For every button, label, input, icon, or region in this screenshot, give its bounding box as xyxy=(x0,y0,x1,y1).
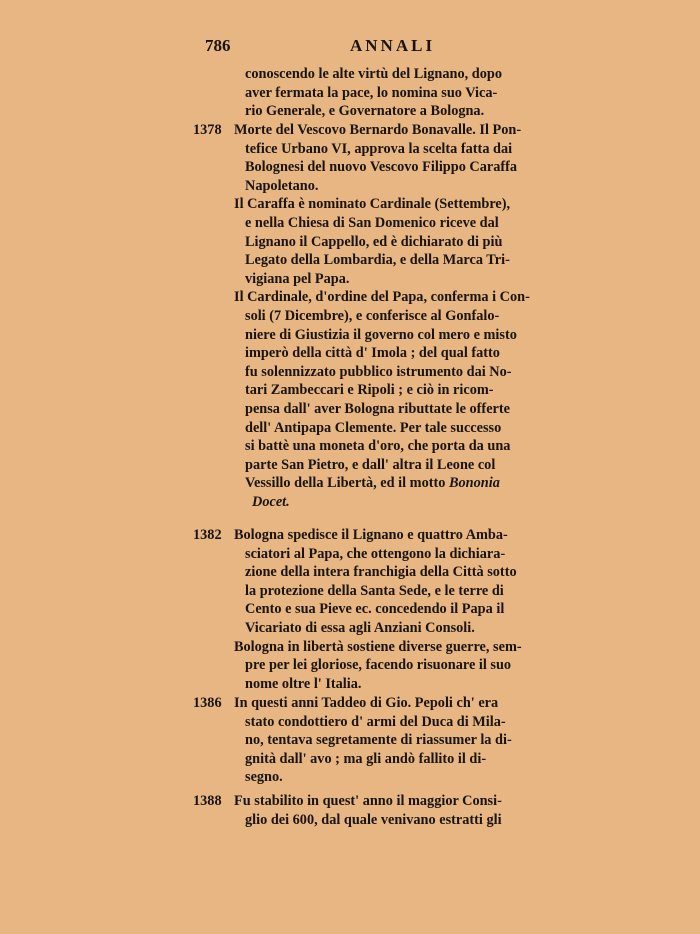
year-label: 1382 xyxy=(193,527,222,543)
year-label: 1378 xyxy=(193,122,222,138)
year-label: 1386 xyxy=(193,695,222,711)
running-title: ANNALI xyxy=(350,36,436,55)
book-page: 786 ANNALI conoscendo le alte virtù del Lignano, dopo aver fermata la pace, lo nomina suo Vica- rio Generale, e Governatore a Bologna. 1378 Morte del Vescovo Bernardo Bonavalle. Il Pon- tefice Urbano VI, approva la scelta fatta dai Bolognesi del nuovo Vescovo Filippo Caraffa Napoletano. Il Caraffa è nominato Cardinale (Settembre), e nella Chiesa di San Domenico riceve dal Lignano il Cappello, ed è dichiarato di più Legato della Lombardia, e della Marca Tri- vigiana pel Papa. Il Cardinale, d'ordine del Papa, conferma i Con- soli (7 Dicembre), e conferisce al Gonfalo- niere di Giustizia il governo col mero e misto imperò della città d' Imola ; del qual fatto fu solennizzato pubblico istrumento dai No- tari Zambeccari e Ripoli ; e ciò in ricom- pensa dall' aver Bologna ributtate le offerte dell' Antipapa Clemente. Per tale successo si battè una moneta d'oro, che porta da una parte San Pietro, e dall' altra il Leone col Vessillo della Libertà, ed il motto Bononia Docet. 1382 Bologna spedisce il Lignano e quattro Amba- sciatori al Papa, che ottengono la dichiara- zione della intera franchigia della Città sotto la protezione della Santa Sede, e le terre di Cento e sua Pieve ec. concedendo il Papa il Vicariato di essa agli Anziani Consoli. Bologna in libertà sostiene diverse guerre, sem- pre per lei gloriose, facendo risuonare il suo nome oltre l' Italia. 1386 In questi anni Taddeo di Gio. Pepoli ch' era stato condottiero d' armi del Duca di Mila- no, tentava segretamente di riassumer la di- gnità dall' avo ; ma gli andò fallito il di- segno. 1388 Fu stabilito in quest' anno il maggior Consi- glio dei 600, dal quale venivano estratti gli xyxy=(0,0,700,934)
page-header xyxy=(200,36,600,60)
year-label: 1388 xyxy=(193,793,222,809)
motto-text: Bononia xyxy=(449,475,500,492)
motto-text: Docet. xyxy=(252,494,290,510)
page-number: 786 xyxy=(205,36,231,55)
